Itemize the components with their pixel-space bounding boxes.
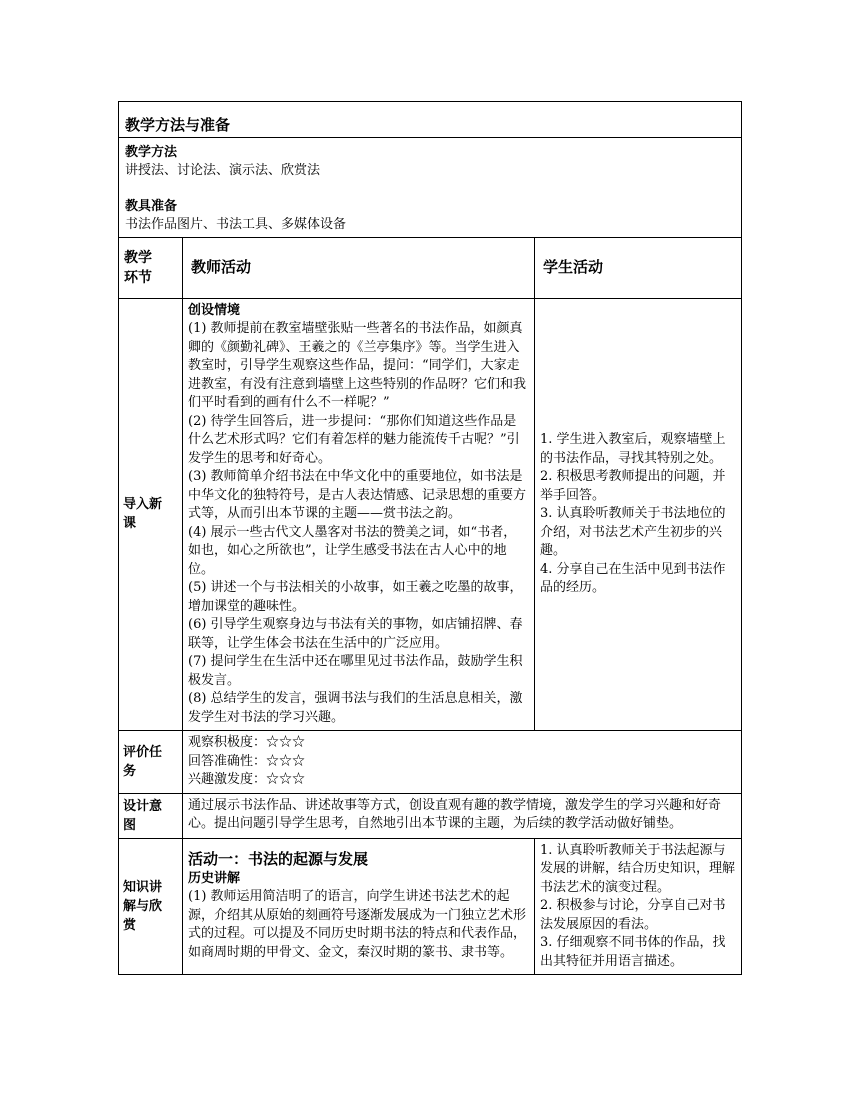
intro-teacher-item: (4) 展示一些古代文人墨客对书法的赞美之词，如“书者，如也，如心之所欲也”，让学生感受书法在古人心中的地位。: [188, 524, 517, 577]
intro-student-item: 2. 积极思考教师提出的问题，并举手回答。: [540, 469, 726, 503]
evaluation-item: 观察积极度：☆☆☆: [188, 735, 306, 750]
intro-teacher-item: (5) 讲述一个与书法相关的小故事，如王羲之吃墨的故事，增加课堂的趣味性。: [188, 580, 523, 614]
intro-student-item: 4. 分享自己在生活中见到书法作品的经历。: [540, 561, 726, 595]
intro-teacher-item: (1) 教师提前在教室墙壁张贴一些著名的书法作品，如颜真卿的《颜勤礼碑》、王羲之的《兰亭集序》等。当学生进入教室时，引导学生观察这些作品，提问：“同学们，大家走进教室，有没有注意到墙壁上这些特别的作品呀？它们和我们平时看到的画有什么不一样呢？”: [188, 321, 527, 410]
intro-subheading: 创设情境: [188, 302, 241, 318]
intro-teacher-item: (8) 总结学生的发言，强调书法与我们的生活息息相关，激发学生对书法的学习兴趣。: [188, 691, 523, 725]
intro-student-cell: [535, 298, 742, 731]
evaluation-item: 回答准确性：☆☆☆: [188, 753, 306, 769]
knowledge-student-item: 1. 认真聆听教师关于书法起源与发展的讲解，结合历史知识，理解书法艺术的演变过程。: [540, 842, 736, 895]
design-row: [119, 793, 742, 838]
intro-student-item: 3. 认真聆听教师关于书法地位的介绍，对书法艺术产生初步的兴趣。: [540, 506, 726, 558]
header-teacher: 教师活动: [183, 237, 535, 298]
methods-heading: 教学方法: [125, 144, 178, 160]
tools-heading: 教具准备: [125, 198, 178, 214]
methods-text: 讲授法、讨论法、演示法、欣赏法: [125, 162, 321, 178]
preparation-row: [119, 137, 742, 237]
evaluation-item: 兴趣激发度：☆☆☆: [188, 772, 306, 787]
knowledge-row: [119, 838, 742, 975]
evaluation-label: 评价任 务: [119, 731, 183, 794]
evaluation-cell: [183, 731, 742, 794]
knowledge-student-item: 2. 积极参与讨论，分享自己对书法发展原因的看法。: [540, 898, 726, 932]
lesson-plan-table: [118, 101, 742, 975]
activity-title: 活动一：书法的起源与发展: [188, 849, 369, 868]
lesson-plan-page: [118, 101, 741, 975]
header-student: 学生活动: [535, 237, 742, 298]
header-row: [119, 237, 742, 298]
section-title-row: [119, 102, 742, 138]
intro-teacher-item: (2) 待学生回答后，进一步提问：“那你们知道这些作品是什么艺术形式吗？它们有着怎样的魅力能流传千古呢？”引发学生的思考和好奇心。: [188, 413, 520, 466]
knowledge-teacher-item: (1) 教师运用简洁明了的语言，向学生讲述书法艺术的起源，介绍其从原始的刻画符号逐渐发展成为一门独立艺术形式的过程。可以提及不同历史时期书法的特点和代表作品，如商周时期的甲骨文、金文，秦汉时期的篆书、隶书等。: [188, 889, 527, 960]
knowledge-student-cell: [535, 838, 742, 975]
evaluation-row: [119, 731, 742, 794]
tools-text: 书法作品图片、书法工具、多媒体设备: [125, 216, 347, 232]
design-label: 设计意 图: [119, 793, 183, 838]
preparation-cell: [119, 137, 742, 237]
section-title: 教学方法与准备: [119, 102, 742, 138]
intro-teacher-cell: [183, 298, 535, 731]
knowledge-student-item: 3. 仔细观察不同书体的作品，找出其特征并用语言描述。: [540, 935, 726, 969]
intro-teacher-item: (6) 引导学生观察身边与书法有关的事物，如店铺招牌、春联等，让学生体会书法在生活中的广泛应用。: [188, 617, 523, 651]
knowledge-teacher-cell: [183, 838, 535, 975]
knowledge-subheading: 历史讲解: [188, 870, 241, 886]
intro-teacher-item: (7) 提问学生在生活中还在哪里见过书法作品，鼓励学生积极发言。: [188, 654, 523, 688]
intro-teacher-item: (3) 教师简单介绍书法在中华文化中的重要地位，如书法是中华文化的独特符号，是古人表达情感、记录思想的重要方式等，从而引出本节课的主题——赏书法之韵。: [188, 469, 527, 521]
knowledge-label: 知识讲 解与欣 赏: [119, 838, 183, 975]
intro-label: 导入新 课: [119, 298, 183, 731]
header-stage: 教学 环节: [119, 237, 183, 298]
intro-row: [119, 298, 742, 731]
design-text: 通过展示书法作品、讲述故事等方式，创设直观有趣的教学情境，激发学生的学习兴趣和好奇心。提出问题引导学生思考，自然地引出本节课的主题，为后续的教学活动做好铺垫。: [183, 793, 742, 838]
intro-student-item: 1. 学生进入教室后，观察墙壁上的书法作品，寻找其特别之处。: [540, 432, 726, 466]
